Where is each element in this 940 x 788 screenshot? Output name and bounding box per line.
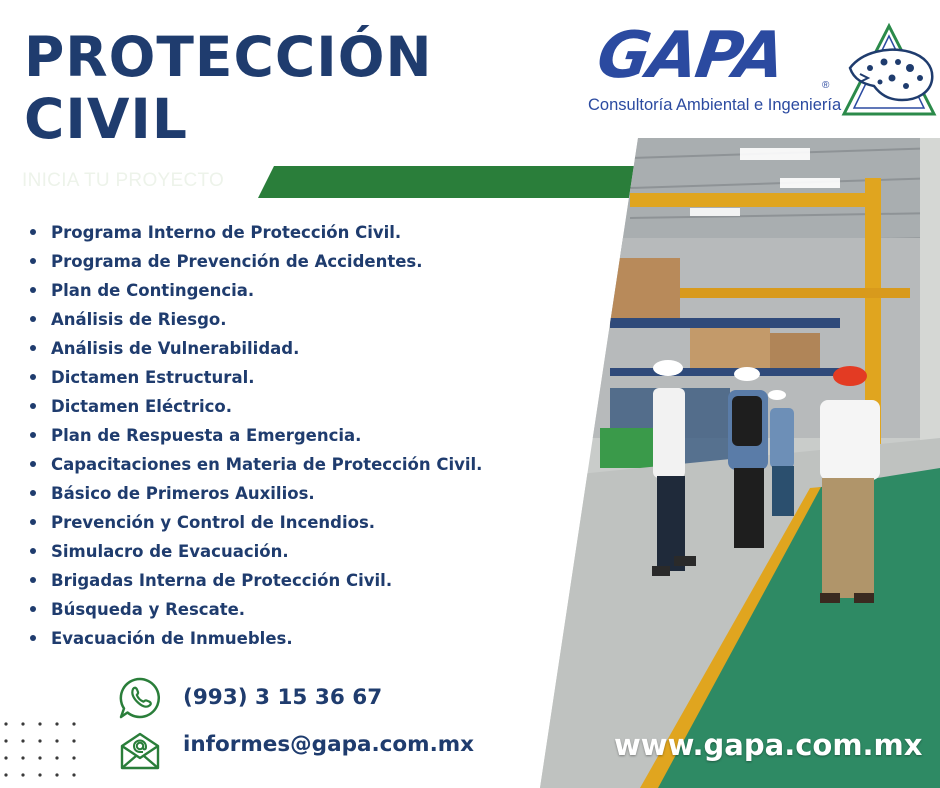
decorative-dot — [21, 739, 24, 742]
service-label: Búsqueda y Rescate. — [51, 600, 246, 619]
service-label: Análisis de Riesgo. — [51, 310, 227, 329]
service-item — [30, 626, 550, 655]
decorative-dot — [38, 773, 41, 776]
decorative-dot — [55, 773, 58, 776]
bullet-icon — [30, 229, 36, 235]
decorative-dot — [55, 739, 58, 742]
website-url[interactable]: www.gapa.com.mx — [614, 728, 923, 762]
decorative-dot — [72, 773, 75, 776]
service-item — [30, 568, 550, 597]
decorative-dot — [21, 722, 24, 725]
decorative-dot — [38, 739, 41, 742]
service-item — [30, 597, 550, 626]
bullet-icon — [30, 606, 36, 612]
decorative-dot — [72, 739, 75, 742]
service-item — [30, 365, 550, 394]
decorative-dot — [4, 756, 7, 759]
service-label: Básico de Primeros Auxilios. — [51, 484, 315, 503]
decorative-dot — [38, 722, 41, 725]
service-item — [30, 510, 550, 539]
service-item — [30, 394, 550, 423]
gapa-logo — [586, 19, 936, 122]
bullet-icon — [30, 432, 36, 438]
decorative-dot — [55, 756, 58, 759]
service-item — [30, 452, 550, 481]
service-label: Dictamen Eléctrico. — [51, 397, 232, 416]
bullet-icon — [30, 316, 36, 322]
bullet-icon — [30, 345, 36, 351]
bullet-icon — [30, 519, 36, 525]
bullet-icon — [30, 490, 36, 496]
decorative-dot — [21, 773, 24, 776]
decorative-dot — [4, 773, 7, 776]
registered-mark: ® — [822, 80, 830, 91]
bullet-icon — [30, 374, 36, 380]
decorative-dot — [55, 722, 58, 725]
warehouse-inspection-photo — [540, 138, 940, 788]
worker-backpack — [728, 367, 768, 548]
email-address[interactable]: informes@gapa.com.mx — [183, 732, 475, 757]
decorative-dot — [4, 722, 7, 725]
service-item — [30, 278, 550, 307]
bullet-icon — [30, 577, 36, 583]
service-item — [30, 307, 550, 336]
service-item — [30, 423, 550, 452]
services-list — [30, 220, 550, 655]
email-at-icon — [118, 728, 162, 772]
service-label: Dictamen Estructural. — [51, 368, 255, 387]
bullet-icon — [30, 403, 36, 409]
title-line-2: CIVIL — [24, 87, 188, 151]
phone-number[interactable]: (993) 3 15 36 67 — [183, 685, 383, 710]
decorative-dot — [38, 756, 41, 759]
service-item — [30, 249, 550, 278]
service-label: Simulacro de Evacuación. — [51, 542, 289, 561]
service-item — [30, 539, 550, 568]
jaguar-logo-icon — [840, 22, 938, 118]
decorative-dot-grid — [0, 718, 90, 782]
bullet-icon — [30, 287, 36, 293]
decorative-dot — [72, 722, 75, 725]
service-label: Análisis de Vulnerabilidad. — [51, 339, 300, 358]
decorative-dot — [4, 739, 7, 742]
service-item — [30, 481, 550, 510]
page-title — [24, 26, 432, 150]
logo-tagline: Consultoría Ambiental e Ingeniería — [588, 96, 842, 114]
logo-wordmark: GAPA — [592, 19, 788, 93]
decorative-dot — [21, 756, 24, 759]
cta-text: INICIA TU PROYECTO — [22, 170, 225, 191]
service-label: Brigadas Interna de Protección Civil. — [51, 571, 393, 590]
service-label: Programa Interno de Protección Civil. — [51, 223, 402, 242]
bullet-icon — [30, 258, 36, 264]
bullet-icon — [30, 548, 36, 554]
bullet-icon — [30, 461, 36, 467]
service-label: Evacuación de Inmuebles. — [51, 629, 293, 648]
service-item — [30, 220, 550, 249]
whatsapp-phone-icon — [118, 676, 162, 720]
service-label: Programa de Prevención de Accidentes. — [51, 252, 423, 271]
service-item — [30, 336, 550, 365]
service-label: Prevención y Control de Incendios. — [51, 513, 376, 532]
decorative-dot — [72, 756, 75, 759]
service-label: Plan de Respuesta a Emergencia. — [51, 426, 362, 445]
title-line-1: PROTECCIÓN — [24, 25, 433, 89]
bullet-icon — [30, 635, 36, 641]
worker-right — [820, 366, 880, 603]
service-label: Capacitaciones en Materia de Protección Civil. — [51, 455, 483, 474]
service-label: Plan de Contingencia. — [51, 281, 255, 300]
